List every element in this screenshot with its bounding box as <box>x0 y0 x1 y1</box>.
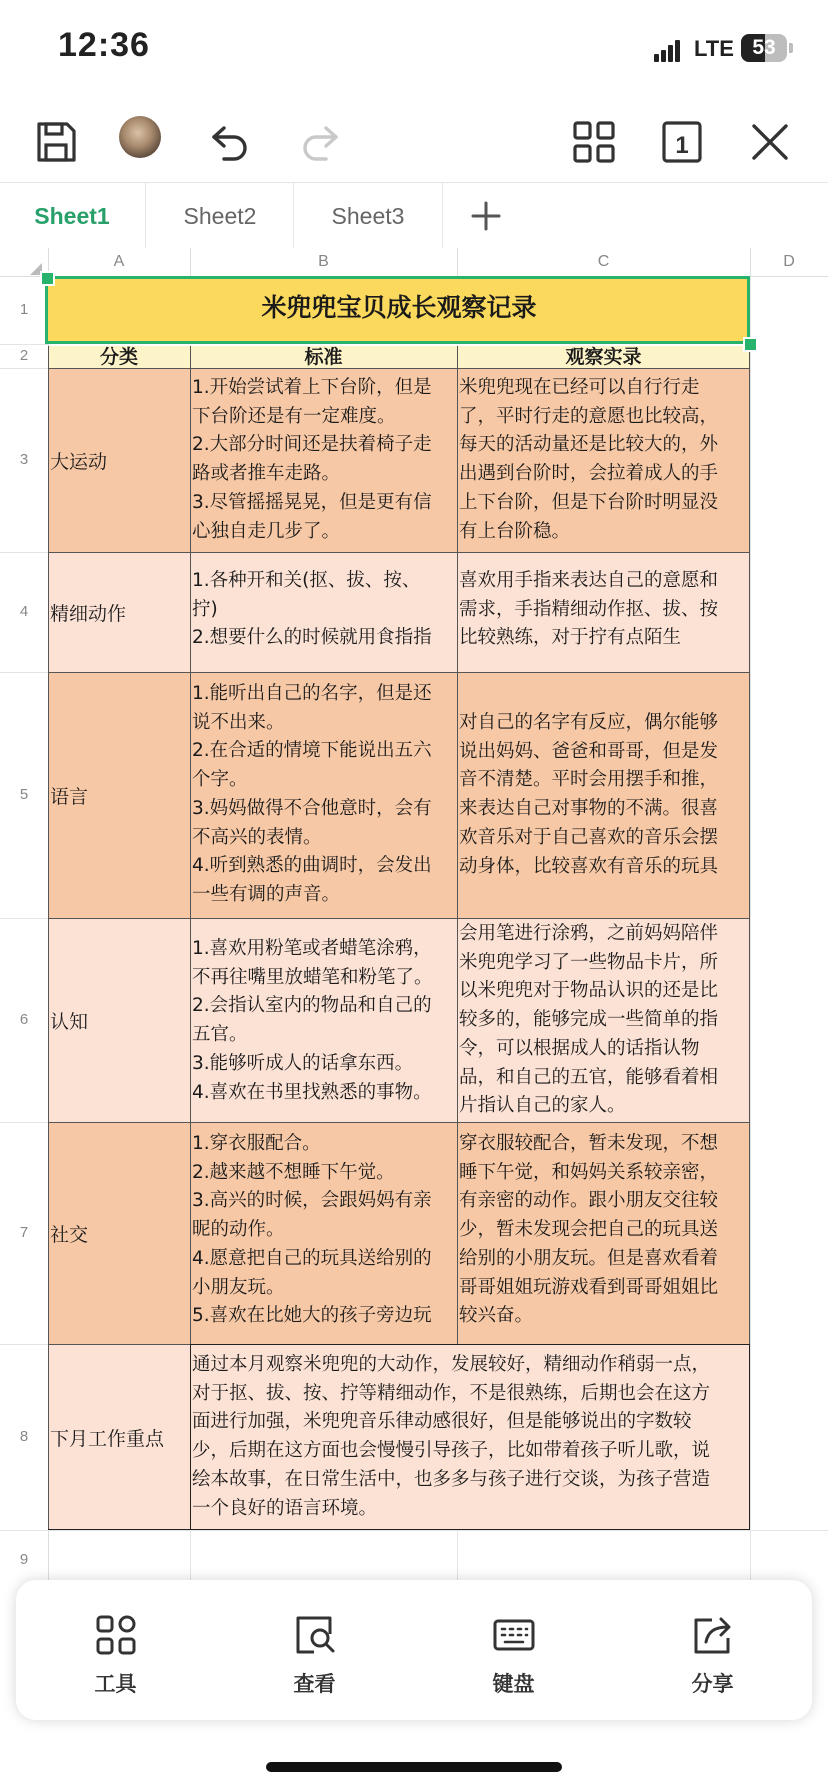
row-header-4[interactable]: 4 <box>19 603 29 620</box>
selection-handle[interactable] <box>40 271 55 286</box>
close-icon[interactable] <box>746 118 794 166</box>
row-header-1[interactable]: 1 <box>19 301 29 318</box>
home-indicator[interactable] <box>266 1762 562 1772</box>
standard-cell[interactable]: 1.开始尝试着上下台阶，但是 下台阶还是有一定难度。 2.大部分时间还是扶着椅子走 路或者推车走路。 3.尽管摇摇晃晃，但是更有信 心独自走几步了。 <box>190 368 457 552</box>
standard-cell[interactable]: 1.喜欢用粉笔或者蜡笔涂鸦， 不再往嘴里放蜡笔和粉笔了。 2.会指认室内的物品和自己的 五官。 3.能够听成人的话拿东西。 4.喜欢在书里找熟悉的事物。 <box>190 918 457 1122</box>
sheet-tabs <box>0 182 828 250</box>
page-count-icon[interactable] <box>658 118 706 166</box>
category-cell[interactable]: 大运动 <box>48 368 190 552</box>
header-category[interactable]: 分类 <box>48 346 190 368</box>
plan-cell[interactable]: 通过本月观察米兜兜的大动作，发展较好，精细动作稍弱一点， 对于抠、拔、按、拧等精细动作，不是很熟练，后期也会在这方 面进行加强，米兜兜音乐律动感很好，但是能够说出的字数较 少，后期在这方面也会慢慢引导孩子，比如带着孩子听儿歌，说 绘本故事，在日常生活中，也多多与孩子进行交谈，为孩子营造 一个良好的语言环境。 <box>190 1344 750 1530</box>
avatar[interactable] <box>119 116 161 158</box>
category-cell[interactable]: 下月工作重点 <box>48 1344 190 1530</box>
undo-icon[interactable] <box>206 118 254 166</box>
row-header-6[interactable]: 6 <box>19 1011 29 1028</box>
header-standard[interactable]: 标准 <box>190 346 457 368</box>
row-header-7[interactable]: 7 <box>19 1224 29 1241</box>
tools-icon <box>95 1614 137 1656</box>
standard-cell[interactable]: 1.穿衣服配合。 2.越来越不想睡下午觉。 3.高兴的时候，会跟妈妈有亲 昵的动作。 4.愿意把自己的玩具送给别的 小朋友玩。 5.喜欢在比她大的孩子旁边玩 <box>190 1122 457 1344</box>
category-cell[interactable]: 语言 <box>48 672 190 918</box>
network-label: LTE <box>694 36 734 61</box>
observation-cell[interactable]: 米兜兜现在已经可以自行行走 了，平时行走的意愿也比较高， 每天的活动量还是比较大的，外 出遇到台阶时，会拉着成人的手 上下台阶，但是下台阶时明显没 有上台阶稳。 <box>457 368 750 552</box>
row-header-3[interactable]: 3 <box>19 451 29 468</box>
redo-icon[interactable] <box>296 118 344 166</box>
keyboard-icon <box>493 1614 535 1656</box>
tools-label: 工具 <box>94 1672 137 1696</box>
share-icon <box>692 1614 734 1656</box>
category-cell[interactable]: 认知 <box>48 918 190 1122</box>
row-header-9[interactable]: 9 <box>19 1551 29 1568</box>
column-header-b[interactable]: B <box>190 248 457 277</box>
view-icon <box>294 1614 336 1656</box>
row-header-2[interactable]: 2 <box>19 347 29 364</box>
observation-cell[interactable]: 对自己的名字有反应，偶尔能够 说出妈妈、爸爸和哥哥，但是发 音不清楚。平时会用摆手和推， 来表达自己对事物的不满。很喜 欢音乐对于自己喜欢的音乐会摆 动身体，比较喜欢有音乐的玩具 <box>457 672 750 918</box>
cell-selection <box>45 276 750 344</box>
page-count-value: 1 <box>675 132 689 159</box>
view-label: 查看 <box>293 1672 336 1696</box>
add-sheet-icon[interactable] <box>466 191 506 241</box>
share-button[interactable] <box>613 1580 812 1720</box>
selection-handle[interactable] <box>743 337 758 352</box>
observation-cell[interactable]: 喜欢用手指来表达自己的意愿和 需求，手指精细动作抠、拔、按 比较熟练，对于拧有点陌生 <box>457 552 750 672</box>
grid-icon[interactable] <box>570 118 618 166</box>
row-header-5[interactable]: 5 <box>19 786 29 803</box>
signal-icon <box>654 38 684 62</box>
battery-icon <box>741 34 787 62</box>
sheet-title-cell[interactable]: 米兜兜宝贝成长观察记录 <box>48 276 750 344</box>
share-label: 分享 <box>691 1672 734 1696</box>
tab-sheet1[interactable]: Sheet1 <box>34 203 110 229</box>
column-header-a[interactable]: A <box>48 248 190 277</box>
row-header-8[interactable]: 8 <box>19 1428 29 1445</box>
keyboard-button[interactable] <box>414 1580 613 1720</box>
status-time: 12:36 <box>58 26 150 64</box>
tab-sheet3[interactable]: Sheet3 <box>331 203 405 229</box>
view-button[interactable] <box>215 1580 414 1720</box>
observation-cell[interactable]: 穿衣服较配合，暂未发现，不想 睡下午觉，和妈妈关系较亲密， 有亲密的动作。跟小朋友交往较 少，暂未发现会把自己的玩具送 给别的小朋友玩。但是喜欢看着 哥哥姐姐玩游戏看到哥哥姐姐比 较兴奋。 <box>457 1122 750 1344</box>
header-observation[interactable]: 观察实录 <box>457 346 750 368</box>
category-cell[interactable]: 精细动作 <box>48 552 190 672</box>
bottom-toolbar <box>16 1580 812 1720</box>
column-header-c[interactable]: C <box>457 248 750 277</box>
standard-cell[interactable]: 1.能听出自己的名字，但是还 说不出来。 2.在合适的情境下能说出五六 个字。 3.妈妈做得不合他意时，会有 不高兴的表情。 4.听到熟悉的曲调时，会发出 一些有调的声音。 <box>190 672 457 918</box>
save-icon[interactable] <box>32 118 80 166</box>
standard-cell[interactable]: 1.各种开和关(抠、拔、按、 拧) 2.想要什么的时候就用食指指 <box>190 552 457 672</box>
battery-level: 53 <box>752 36 776 59</box>
status-bar <box>0 0 828 92</box>
keyboard-label: 键盘 <box>492 1672 535 1696</box>
tools-button[interactable] <box>16 1580 215 1720</box>
column-header-d[interactable]: D <box>750 248 828 277</box>
observation-cell[interactable]: 会用笔进行涂鸦，之前妈妈陪伴 米兜兜学习了一些物品卡片，所 以米兜兜对于物品认识的还是比 较多的，能够完成一些简单的指 令，可以根据成人的话指认物 品，和自己的五官，能够看着相 片指认自己的家人。 <box>457 918 750 1122</box>
category-cell[interactable]: 社交 <box>48 1122 190 1344</box>
tab-sheet2[interactable]: Sheet2 <box>183 203 257 229</box>
